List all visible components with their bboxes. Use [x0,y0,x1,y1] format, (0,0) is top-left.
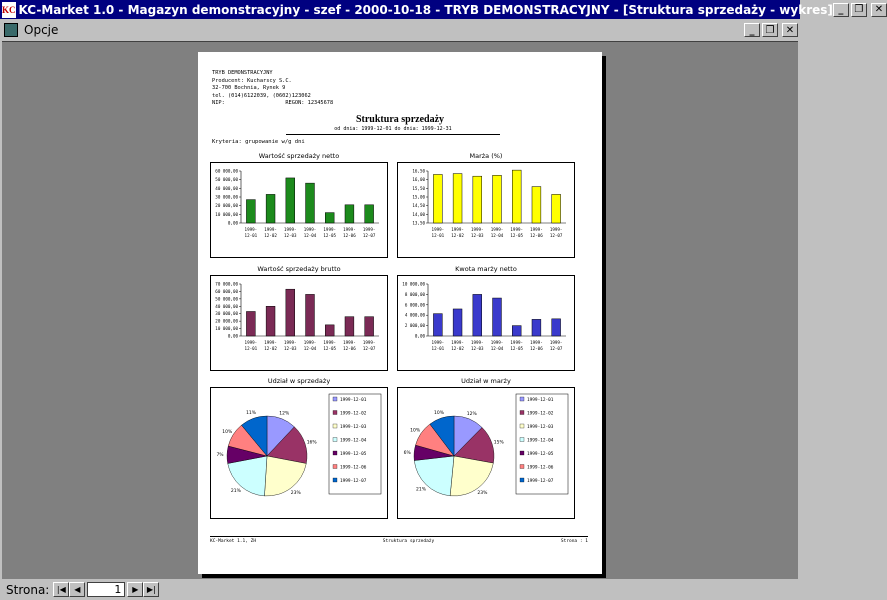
x-tick-label: 1999- [549,227,563,232]
bar [493,175,502,223]
legend-swatch [333,465,337,469]
legend-label: 1999-12-02 [340,411,367,417]
report-footer [210,536,588,544]
y-tick-label: 4 000,00 [404,312,425,318]
x-tick-label: 12-06 [343,346,356,351]
legend-label: 1999-12-03 [340,425,367,430]
first-page-icon: |◀ [56,585,66,594]
close-button[interactable]: ✕ [871,3,887,17]
report-header [212,70,333,108]
bar [532,187,541,223]
slice-label: 10% [222,429,233,435]
report-date-range: od dnia: 1999-12-01 do dnia: 1999-12-31 [286,126,500,135]
x-tick-label: 12-02 [451,233,464,238]
x-tick-label: 12-01 [431,233,445,238]
y-tick-label: 10 000,00 [215,211,238,217]
chart-margin-percent [397,162,575,258]
legend-swatch [333,424,337,428]
y-tick-label: 6 000,00 [404,302,425,308]
x-tick-label: 1999- [451,227,464,232]
report-title: Struktura sprzedaży [355,114,445,125]
x-tick-label: 12-03 [283,233,297,238]
x-tick-label: 12-03 [470,233,484,238]
x-tick-label: 1999- [244,227,258,232]
bar [453,309,462,336]
y-tick-label: 16,00 [412,177,425,183]
legend-label: 1999-12-01 [340,398,367,403]
x-tick-label: 1999- [303,340,317,345]
bar [433,314,442,336]
legend-label: 1999-12-03 [527,425,554,430]
x-tick-label: 12-01 [431,346,445,351]
status-bar [0,579,800,600]
bar [325,213,334,223]
legend-swatch [520,478,524,482]
legend-swatch [520,424,524,428]
bar [286,289,295,336]
header-line: Producent: Kucharscy S.C. [212,77,292,84]
chart-title: Udział w sprzedaży [267,377,331,385]
x-tick-label: 1999- [323,227,337,232]
legend-label: 1999-12-05 [340,452,367,457]
x-tick-label: 12-07 [362,346,376,351]
x-tick-label: 12-07 [549,346,563,351]
y-tick-label: 20 000,00 [215,203,238,209]
y-tick-label: 14,50 [412,203,425,209]
chart-net-sales [210,162,388,258]
slice-label: 15% [493,440,504,446]
bar [453,174,462,223]
bar [552,319,561,336]
x-tick-label: 1999- [549,340,563,345]
x-tick-label: 1999- [470,227,484,232]
y-tick-label: 10 000,00 [215,326,238,332]
y-tick-label: 13,50 [412,220,425,226]
restore-button[interactable]: ❐ [851,3,867,17]
y-tick-label: 50 000,00 [215,296,238,302]
y-tick-label: 60 000,00 [215,168,238,174]
next-page-icon: ▶ [132,585,139,594]
x-tick-label: 12-05 [510,346,524,351]
title-bar [0,0,884,19]
bar [552,194,561,223]
footer-mid: Struktura sprzedaży [382,539,435,544]
legend-swatch [520,411,524,415]
chart-net-margin-amount [397,275,575,371]
legend-swatch [333,411,337,415]
y-tick-label: 30 000,00 [215,194,238,200]
document-icon[interactable] [4,23,18,37]
bar [512,170,521,223]
bar [266,306,275,336]
x-tick-label: 1999- [470,340,484,345]
x-tick-label: 1999- [490,227,504,232]
x-tick-label: 12-02 [451,346,464,351]
y-tick-label: 10 000,00 [402,281,425,287]
bar [512,326,521,336]
x-tick-label: 1999- [283,227,297,232]
x-tick-label: 12-06 [530,233,543,238]
slice-label: 21% [230,489,241,495]
slice-label: 12% [279,411,290,417]
y-tick-label: 40 000,00 [215,185,238,191]
bar [493,298,502,336]
page-label: Strona: [6,582,50,597]
footer-right: Strona : 1 [560,539,588,544]
x-tick-label: 12-06 [343,233,356,238]
header-line: 32-700 Bochnia, Rynek 9 [212,85,286,91]
first-page-button[interactable] [53,582,69,597]
x-tick-label: 1999- [303,227,317,232]
page-number-input[interactable] [87,582,125,597]
x-tick-label: 1999- [362,227,376,232]
legend-swatch [520,451,524,455]
child-close-button[interactable]: ✕ [782,23,798,37]
chart-title: Kwota marży netto [455,265,517,273]
bar [286,178,295,223]
y-tick-label: 15,00 [412,194,425,200]
x-tick-label: 12-02 [264,346,277,351]
bar [345,317,354,336]
bar [325,325,334,336]
last-page-button[interactable] [143,582,159,597]
header-line: tel. (014)6122039, (0602)123062 [212,92,311,99]
chart-sales-share [210,387,388,519]
slice-label: 10% [410,428,421,434]
y-tick-label: 60 000,00 [215,288,238,294]
x-tick-label: 1999- [530,227,543,232]
bar [473,294,482,336]
y-tick-label: 20 000,00 [215,318,238,324]
chart-title: Marża (%) [469,152,503,160]
bar [246,200,255,223]
chart-margin-share [397,387,575,519]
child-minimize-button[interactable]: _ [744,23,760,37]
legend-label: 1999-12-04 [527,438,554,444]
legend-label: 1999-12-02 [527,411,554,417]
slice-label: 21% [416,487,427,493]
last-page-icon: ▶| [146,585,156,594]
y-tick-label: 40 000,00 [215,303,238,309]
y-tick-label: 0,00 [227,220,238,226]
x-tick-label: 12-01 [244,233,258,238]
x-tick-label: 12-01 [244,346,258,351]
child-restore-button[interactable]: ❐ [762,23,778,37]
header-line: TRYB DEMONSTRACYJNY [212,70,273,76]
y-tick-label: 0,00 [414,333,425,339]
x-tick-label: 12-03 [470,346,484,351]
chart-title: Wartość sprzedaży brutto [257,265,341,273]
slice-label: 10% [434,410,445,416]
x-tick-label: 12-03 [283,346,297,351]
x-tick-label: 1999- [244,340,258,345]
x-tick-label: 12-05 [510,233,524,238]
report-criteria: Kryteria: grupowanie w/g dni [212,139,305,145]
bar [365,205,374,223]
x-tick-label: 12-04 [303,233,317,238]
x-tick-label: 1999- [431,340,445,345]
x-tick-label: 1999- [510,340,524,345]
y-tick-label: 14,00 [412,211,425,217]
y-tick-label: 30 000,00 [215,311,238,317]
y-tick-label: 2 000,00 [404,323,425,329]
bar [532,319,541,336]
x-tick-label: 1999- [343,340,356,345]
pie-slice [450,456,493,496]
report-page [198,52,602,574]
x-tick-label: 12-04 [303,346,317,351]
y-tick-label: 0,00 [227,333,238,339]
legend-swatch [333,438,337,442]
slice-label: 23% [290,490,301,496]
bar [473,176,482,223]
x-tick-label: 1999- [362,340,376,345]
x-tick-label: 12-04 [490,346,504,351]
x-tick-label: 12-07 [549,233,563,238]
prev-page-icon: ◀ [74,585,81,594]
menu-bar [0,20,800,40]
slice-label: 6% [403,450,411,456]
legend-label: 1999-12-06 [527,465,554,471]
menu-opcje[interactable]: Opcje [24,23,59,37]
bar [266,194,275,223]
legend-swatch [520,438,524,442]
x-tick-label: 1999- [451,340,464,345]
y-tick-label: 50 000,00 [215,177,238,183]
x-tick-label: 12-05 [323,233,337,238]
x-tick-label: 1999- [264,340,277,345]
x-tick-label: 12-06 [530,346,543,351]
window-title: KC-Market 1.0 - Magazyn demonstracyjny - szef - 2000-10-18 - TRYB DEMONSTRACYJNY - [Struktura sprzedaży - wykres] [18,2,833,17]
footer-left: KC-Market 1.1, ZH [210,539,257,544]
header-line: NIP: REGON: 12345678 [212,100,334,106]
legend-swatch [333,451,337,455]
bar [345,205,354,223]
slice-label: 23% [477,491,488,497]
legend-label: 1999-12-01 [527,398,554,403]
legend-label: 1999-12-07 [527,479,554,484]
x-tick-label: 1999- [264,227,277,232]
legend-label: 1999-12-06 [340,465,367,471]
legend-label: 1999-12-04 [340,438,367,444]
next-page-button[interactable] [127,582,143,597]
bar [246,311,255,336]
slice-label: 12% [466,411,477,417]
legend-label: 1999-12-07 [340,479,367,484]
y-tick-label: 15,50 [412,185,425,191]
x-tick-label: 12-02 [264,233,277,238]
chart-gross-sales [210,275,388,371]
x-tick-label: 12-04 [490,233,504,238]
x-tick-label: 12-05 [323,346,337,351]
bar [365,317,374,336]
x-tick-label: 1999- [530,340,543,345]
slice-label: 16% [306,440,317,446]
slice-label: 7% [216,453,224,459]
x-tick-label: 1999- [323,340,337,345]
bar [306,294,315,336]
x-tick-label: 12-07 [362,233,376,238]
legend-label: 1999-12-05 [527,452,554,457]
bar [433,174,442,223]
slice-label: 11% [246,411,257,417]
minimize-button[interactable]: _ [833,3,849,17]
legend-swatch [520,465,524,469]
y-tick-label: 8 000,00 [404,291,425,297]
chart-title: Wartość sprzedaży netto [258,152,340,160]
x-tick-label: 1999- [343,227,356,232]
legend-swatch [333,478,337,482]
x-tick-label: 1999- [510,227,524,232]
bar [306,183,315,223]
legend-swatch [520,397,524,401]
x-tick-label: 1999- [490,340,504,345]
y-tick-label: 16,50 [412,168,425,174]
y-tick-label: 70 000,00 [215,281,238,287]
prev-page-button[interactable] [69,582,85,597]
chart-title: Udział w marży [461,377,511,385]
x-tick-label: 1999- [431,227,445,232]
x-tick-label: 1999- [283,340,297,345]
legend-swatch [333,397,337,401]
app-logo-icon: KC [2,2,16,18]
